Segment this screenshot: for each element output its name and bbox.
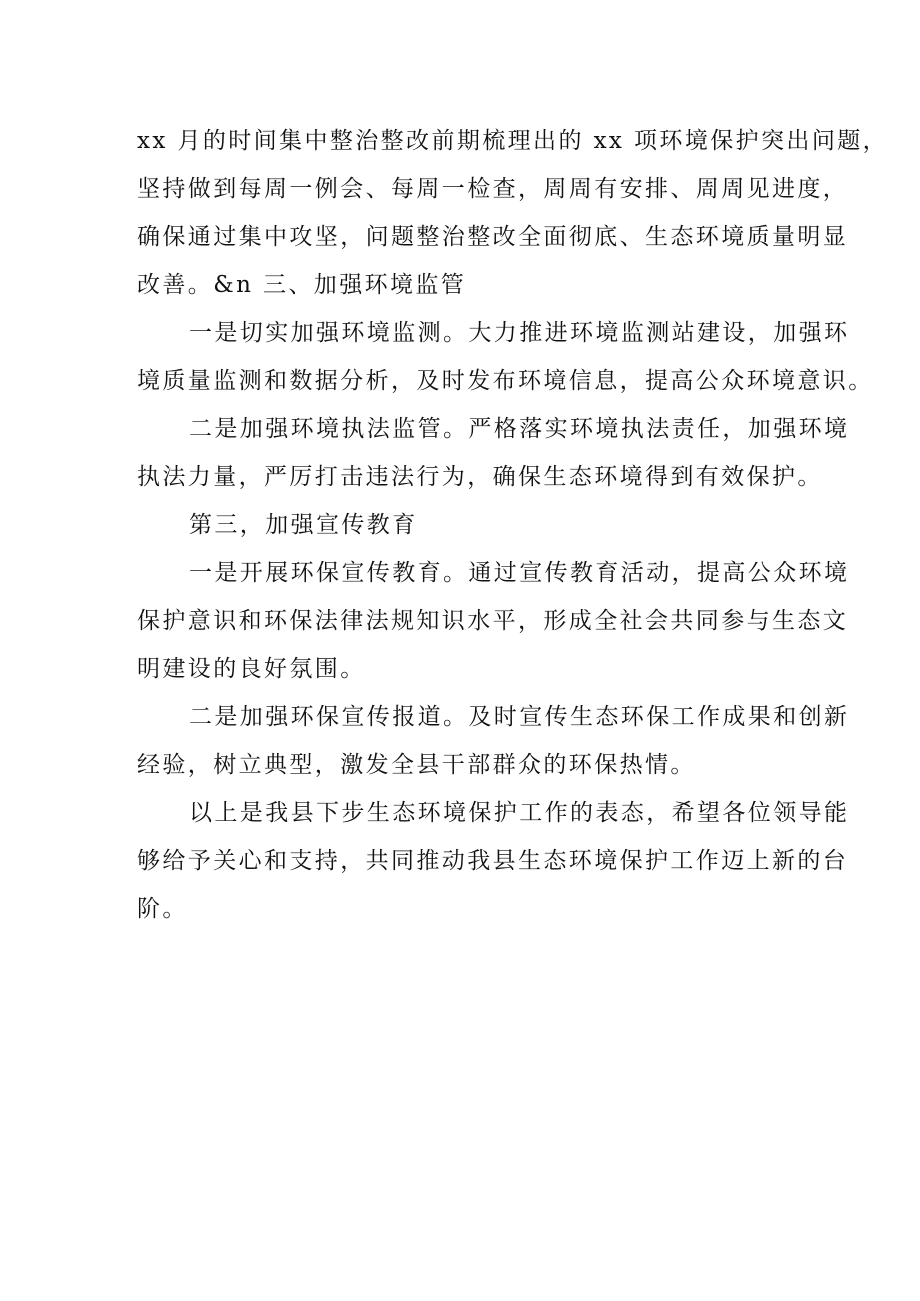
text-line: 改善。&n 三、加强环境监管 (137, 272, 467, 298)
text-line: 坚持做到每周一例会、每周一检查，周周有安排、周周见进度， (137, 176, 849, 202)
text-line: 阶。 (137, 896, 188, 922)
text-line: 明建设的良好氛围。 (137, 656, 366, 682)
text-line: 够给予关心和支持，共同推动我县生态环境保护工作迈上新的台 (137, 848, 849, 874)
text-line: 境质量监测和数据分析，及时发布环境信息，提高公众环境意识。 (137, 368, 874, 394)
text-line: 保护意识和环保法律法规知识水平，形成全社会共同参与生态文 (137, 608, 849, 634)
text-line: xx 月的时间集中整治整改前期梳理出的 xx 项环境保护突出问题， (137, 128, 889, 154)
text-line: 确保通过集中攻坚，问题整治整改全面彻底、生态环境质量明显 (137, 224, 849, 250)
text-line: 一是开展环保宣传教育。通过宣传教育活动，提高公众环境 (189, 560, 850, 586)
section-heading: 第三，加强宣传教育 (189, 512, 418, 538)
text-line: 二是加强环境执法监管。严格落实环境执法责任，加强环境 (189, 416, 850, 442)
text-line: 二是加强环保宣传报道。及时宣传生态环保工作成果和创新 (189, 704, 850, 730)
text-line: 以上是我县下步生态环境保护工作的表态，希望各位领导能 (189, 800, 850, 826)
text-line: 执法力量，严厉打击违法行为，确保生态环境得到有效保护。 (137, 464, 823, 490)
text-line: 一是切实加强环境监测。大力推进环境监测站建设，加强环 (189, 320, 850, 346)
text-line: 经验，树立典型，激发全县干部群众的环保热情。 (137, 752, 696, 778)
